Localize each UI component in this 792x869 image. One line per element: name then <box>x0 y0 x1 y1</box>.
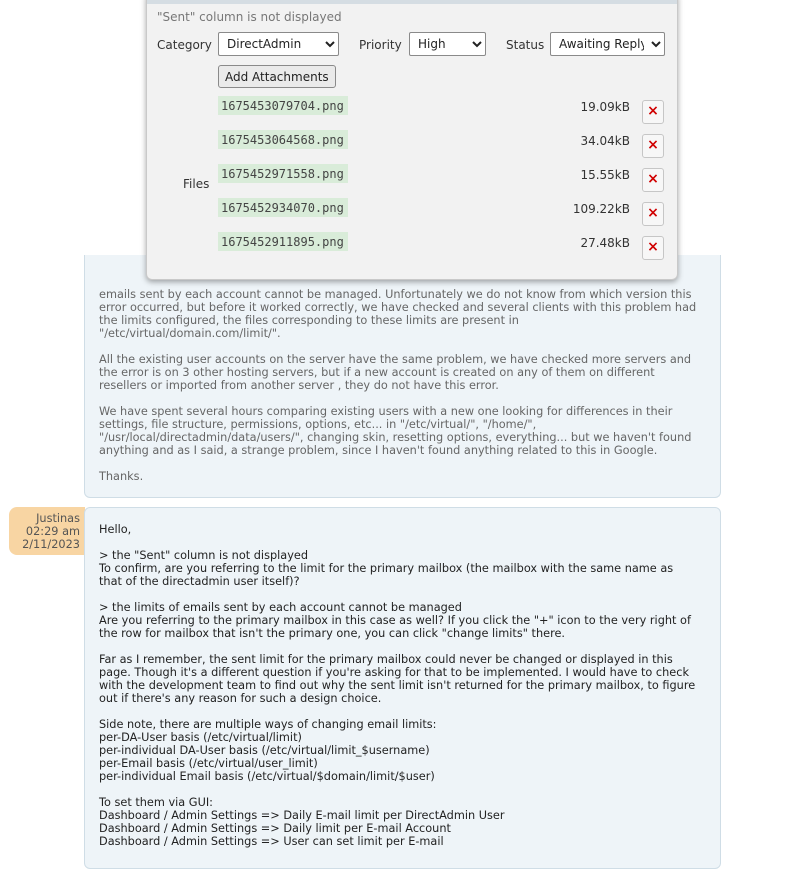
file-row <box>218 164 665 194</box>
file-size: 19.09kB <box>580 100 630 114</box>
file-size: 15.55kB <box>580 168 630 182</box>
file-name[interactable]: 1675452911895.png <box>218 232 348 251</box>
panel-top-bar <box>147 0 677 4</box>
delete-file-button[interactable]: × <box>642 202 664 226</box>
status-select[interactable] <box>550 32 665 56</box>
files-label: Files <box>183 177 210 191</box>
reply-message-body: Hello, > the "Sent" column is not displayed To confirm, are you referring to the limit for the primary mailbox (the mailbox with the same name as that of the directadmin user itself)? > the limits of emails sent by each account cannot be managed Are you referring to the primary mailbox in this case as well? If you click the "+" icon to the very right of the row for mailbox that isn't the primary one, you can click "change limits" there. Far as I remember, the sent limit for the primary mailbox could never be changed or displayed in this page. Though it's a different question if you're asking for that to be implemented. I would have to check with the development team to find out why the sent limit isn't returned for the primary mailbox, to figure out if there's any reason for such a design choice. Side note, there are multiple ways of changing email limits: per-DA-User basis (/etc/virtual/limit) per-individual DA-User basis (/etc/virtual/limit_$username) per-Email basis (/etc/virtual/user_limit) per-individual Email basis (/etc/virtual/$domain/limit/$user) To set them via GUI: Dashboard / Admin Settings => Daily E-mail limit per DirectAdmin User Dashboard / Admin Settings => Daily limit per E-mail Account Dashboard / Admin Settings => User can set limit per E-mail <box>99 523 696 848</box>
reply-author-name: Justinas <box>36 512 80 525</box>
delete-file-button[interactable]: × <box>642 100 664 124</box>
file-size: 34.04kB <box>580 134 630 148</box>
file-name[interactable]: 1675452934070.png <box>218 198 348 217</box>
file-row <box>218 130 665 160</box>
file-size: 27.48kB <box>580 236 630 250</box>
previous-message-body: emails sent by each account cannot be managed. Unfortunately we do not know from which version this error occurred, but before it worked correctly, we have checked and several clients with this problem had the limits configured, the files corresponding to these limits are present in "/etc/virtual/domain.com/limit/". All the existing user accounts on the server have the same problem, we have checked more servers and the error is on 3 other hosting servers, but if a new account is created on any of them on different resellers or imported from another server , they do not have this error. We have spent several hours comparing existing users with a new one looking for differences in their settings, file structure, permissions, options, etc... in "/etc/virtual/", "/home/", "/usr/local/directadmin/data/users/", changing skin, resetting options, everything... but we haven't found anything and as I said, a strange problem, since I haven't found anything related to this in Google. Thanks. <box>99 288 697 483</box>
delete-file-button[interactable]: × <box>642 236 664 260</box>
category-select[interactable] <box>218 32 339 56</box>
priority-label: Priority <box>359 38 402 52</box>
delete-file-button[interactable]: × <box>642 168 664 192</box>
reply-time: 02:29 am <box>25 525 80 538</box>
previous-message <box>84 255 721 498</box>
sent-column-note: "Sent" column is not displayed <box>157 10 342 24</box>
reply-date: 2/11/2023 <box>22 538 80 551</box>
priority-select[interactable] <box>409 32 486 56</box>
add-attachments-button[interactable]: Add Attachments <box>218 65 336 88</box>
category-label: Category <box>157 38 212 52</box>
file-row <box>218 232 665 262</box>
status-label: Status <box>506 38 545 52</box>
file-row <box>218 96 665 126</box>
file-row <box>218 198 665 228</box>
reply-message <box>84 507 721 869</box>
ticket-edit-panel <box>146 0 678 280</box>
file-name[interactable]: 1675453064568.png <box>218 130 348 149</box>
reply-author-badge <box>9 507 85 555</box>
delete-file-button[interactable]: × <box>642 134 664 158</box>
file-name[interactable]: 1675452971558.png <box>218 164 348 183</box>
file-name[interactable]: 1675453079704.png <box>218 96 348 115</box>
file-size: 109.22kB <box>572 202 630 216</box>
